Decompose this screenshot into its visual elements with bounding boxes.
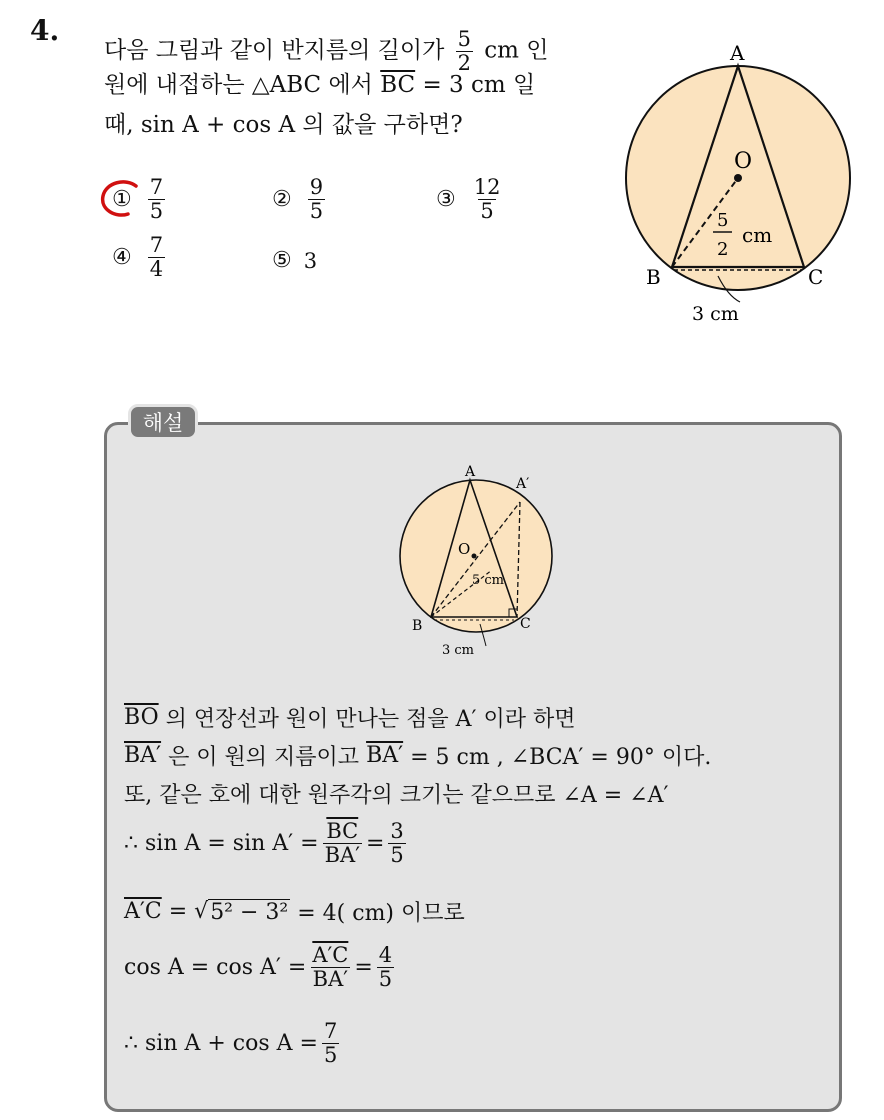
fraction-denominator: 5: [390, 843, 404, 868]
question-text: 원에 내접하는 △ABC 에서: [104, 72, 373, 98]
ratio-fraction: [323, 820, 362, 867]
fraction-numerator: A′C: [312, 943, 349, 967]
fraction-denominator: 5: [378, 967, 393, 992]
choice-fraction: [148, 234, 165, 281]
question-text: cm 인: [484, 37, 549, 64]
choice-mark: ③: [436, 187, 456, 213]
fraction-numerator: 7: [149, 175, 164, 199]
choice-fraction: [472, 176, 503, 223]
choice-mark: ②: [272, 187, 292, 213]
solution-line-5: [124, 896, 465, 927]
solution-text: = 4( cm) 이므로: [297, 901, 465, 926]
ratio-fraction: [310, 944, 350, 991]
question-text: = 3 cm 일: [422, 72, 536, 98]
fraction-denominator: 5: [323, 1043, 338, 1068]
fraction-numerator: 5: [457, 27, 471, 51]
choice-value: 3: [303, 248, 318, 273]
label-c: C: [808, 265, 824, 289]
solution-line-2: [124, 740, 711, 771]
fraction-denominator: 4: [149, 257, 164, 282]
radius-den: 2: [717, 239, 729, 260]
solution-tag: 해설: [128, 404, 198, 440]
fraction-numerator: 12: [473, 175, 501, 199]
fraction-denominator: 5: [480, 199, 494, 224]
fraction-numerator: $\overline{BC}$: [326, 819, 359, 843]
segment-label: $\overline{BO}$: [124, 705, 159, 730]
solution-text: = 5 cm , ∠BCA′ = 90° 이다.: [410, 745, 712, 770]
fraction-numerator: 3: [390, 819, 404, 843]
choice-3[interactable]: [436, 176, 506, 223]
value-fraction: [377, 944, 394, 991]
choice-mark: ①: [112, 187, 132, 213]
choice-mark: ④: [112, 245, 132, 271]
square-root: √ 5² − 3²: [194, 898, 289, 925]
solution-line-6: [124, 944, 398, 991]
answer-circle-mark: [98, 178, 158, 220]
radius-num: 5: [717, 210, 729, 231]
fraction-denominator: 2: [457, 51, 471, 76]
center-point: [734, 174, 742, 182]
solution-figure: [396, 462, 564, 662]
choice-fraction: [308, 176, 325, 223]
fraction-denominator: BA′: [312, 967, 349, 992]
equals-sign: =: [365, 831, 385, 857]
bc-length: 3 cm: [442, 643, 475, 658]
solution-line-7: [124, 1020, 343, 1067]
equals-sign: =: [354, 955, 373, 981]
solution-line-3: 또, 같은 호에 대한 원주각의 크기는 같으므로 ∠A = ∠A′: [124, 783, 669, 808]
solution-text: 의 연장선과 원이 만나는 점을 A′ 이라 하면: [165, 707, 576, 732]
choice-4[interactable]: [112, 234, 169, 281]
label-o: O: [458, 540, 471, 558]
question-number: 4.: [30, 14, 60, 47]
solution-text: cos A = cos A′ =: [124, 955, 307, 981]
center-point: [472, 554, 477, 559]
choice-5[interactable]: [272, 248, 317, 273]
question-line-1: [104, 28, 549, 75]
question-line-3: 때, sin A + cos A 의 값을 구하면?: [104, 112, 463, 138]
radius-fraction: [456, 28, 473, 75]
solution-text: ∴ sin A = sin A′ =: [124, 831, 319, 857]
label-b: B: [412, 618, 423, 634]
radicand: 5² − 3²: [210, 899, 289, 925]
label-a: A: [465, 464, 476, 480]
fraction-numerator: 7: [323, 1019, 338, 1043]
label-a-prime: A′: [516, 476, 530, 492]
label-a: A: [730, 41, 745, 65]
question-line-2: [104, 74, 535, 97]
answer-fraction: [322, 1020, 339, 1067]
fraction-denominator: 5: [309, 199, 324, 224]
fraction-numerator: 7: [149, 233, 164, 257]
label-b: B: [646, 265, 661, 289]
question-text: 다음 그림과 같이 반지름의 길이가: [104, 37, 445, 64]
value-fraction: [388, 820, 405, 867]
fraction-denominator: 5: [149, 199, 164, 224]
figure-circle-triangle: [610, 30, 860, 330]
label-o: O: [734, 149, 753, 174]
solution-line-4: [124, 820, 410, 867]
choice-2[interactable]: [272, 176, 329, 223]
segment-label: A′C: [124, 899, 162, 924]
bc-length: 3 cm: [692, 303, 739, 325]
segment-label: $\overline{BC}$: [380, 72, 416, 98]
fraction-denominator: BA′: [324, 843, 360, 868]
fraction-numerator: 4: [378, 943, 393, 967]
segment-label: BA′: [124, 743, 162, 768]
label-c: C: [520, 616, 531, 632]
segment-label: BA′: [366, 743, 404, 768]
solution-line-1: [124, 702, 576, 733]
equals-sign: =: [168, 899, 188, 924]
choice-mark: ⑤: [272, 248, 292, 273]
solution-text: 은 이 원의 지름이고: [168, 745, 360, 770]
solution-text: ∴ sin A + cos A =: [124, 1031, 318, 1057]
diameter-length: 5 cm: [472, 573, 505, 588]
fraction-numerator: 9: [309, 175, 324, 199]
radius-unit: cm: [742, 223, 773, 247]
